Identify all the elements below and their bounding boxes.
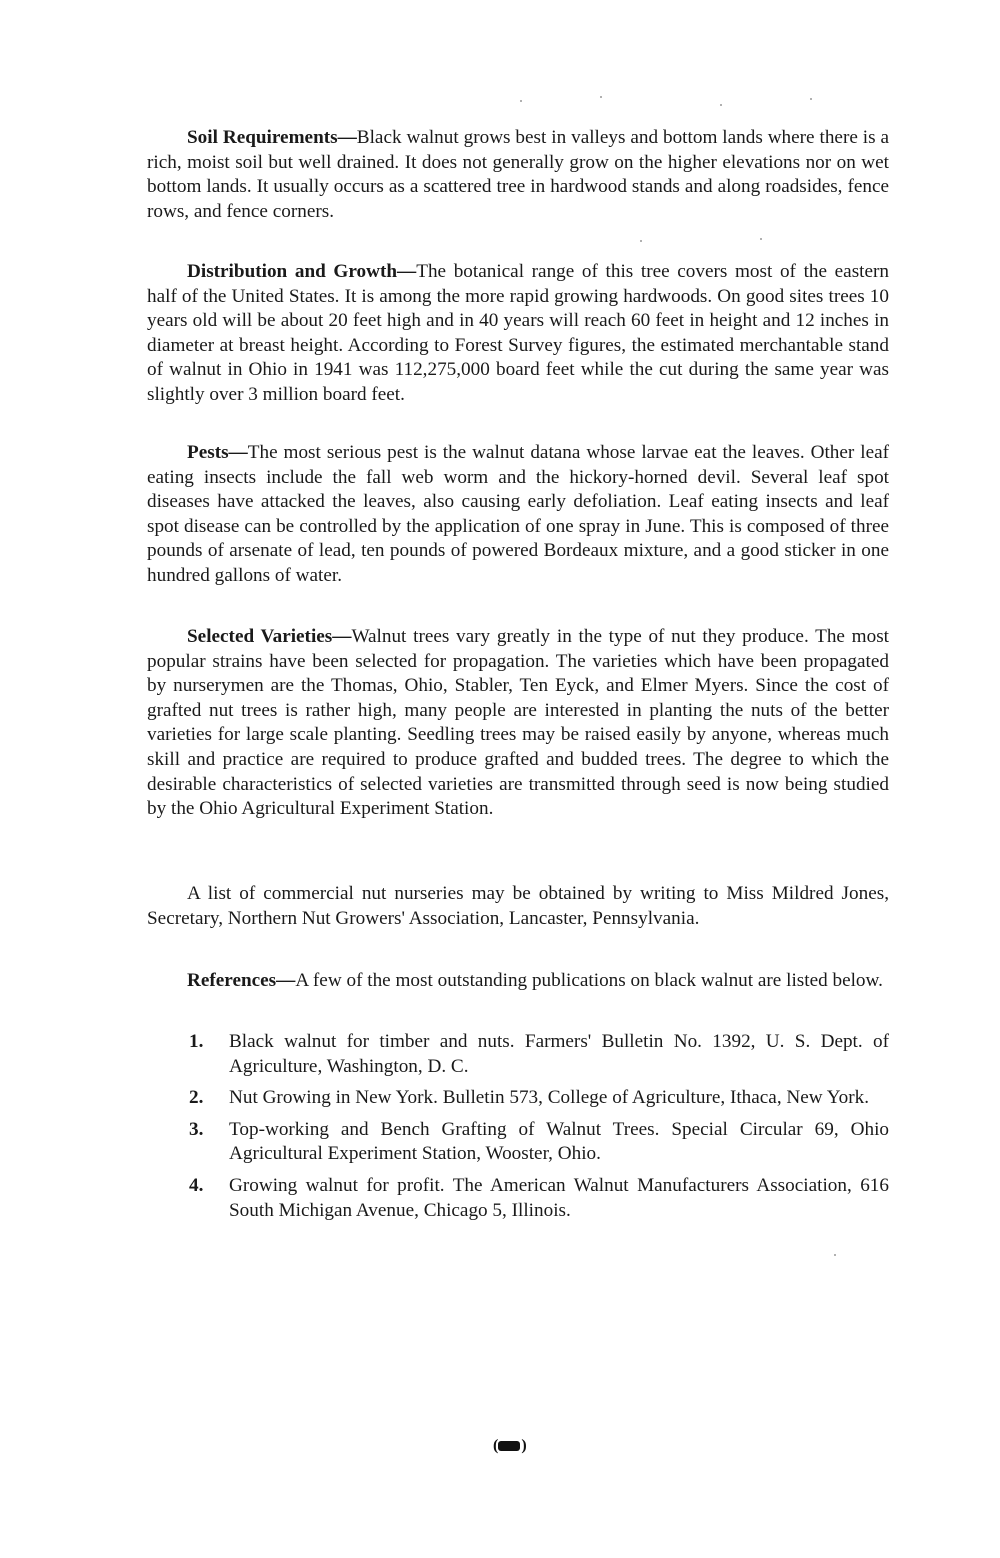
reference-item	[147, 1174, 889, 1223]
page-number	[493, 1437, 539, 1454]
references-list	[147, 1030, 889, 1230]
nurseries-paragraph	[147, 882, 889, 931]
section-body: A list of commercial nut nurseries may be obtained by writing to Miss Mildred Jones, Secretary, Northern Nut Growers' Association, Lancaster, Pennsylvania.	[147, 883, 889, 929]
section-body: Black walnut grows best in valleys and bottom lands where there is a rich, moist soil but well drained. It does not generally grow on the higher elevations nor on wet bottom lands. It usually occurs as a scattered tree in hardwood stands and along roadsides, fence rows, and fence corners.	[147, 127, 889, 222]
scan-speck	[720, 104, 722, 106]
scan-speck	[760, 238, 762, 240]
section-body: A few of the most outstanding publications on black walnut are listed below.	[295, 970, 883, 991]
reference-number: 4.	[189, 1174, 204, 1196]
section-body: Walnut trees vary greatly in the type of nut they produce. The most popular strains have been selected for propagation. The varieties which have been propagated by nurserymen are the Thomas, Ohio, Stabler, Ten Eyck, and Elmer Myers. Since the cost of grafted nut trees is rather high, many people are interested in planting the nuts of the better varieties for large scale planting. Seedling trees may be raised easily by anyone, whereas much skill and practice are required to produce grafted and budded trees. The degree to which the desirable characteristics of selected varieties are transmitted through seed is now being studied by the Ohio Agricultural Experiment Station.	[147, 626, 889, 820]
reference-text: Growing walnut for profit. The American Walnut Manufacturers Association, 616 South Michigan Avenue, Chicago 5, Illinois.	[229, 1174, 889, 1221]
reference-number: 2.	[189, 1087, 204, 1109]
section-heading: Pests—	[187, 442, 248, 463]
reference-item	[147, 1030, 889, 1079]
scan-speck	[600, 96, 602, 98]
section-heading: Selected Varieties—	[187, 626, 352, 647]
section-references	[147, 969, 883, 994]
page-number-close: )	[521, 1437, 526, 1454]
section-heading: Distribution and Growth—	[187, 261, 417, 282]
section-body: The most serious pest is the walnut datana whose larvae eat the leaves. Other leaf eating insects include the fall web worm and the hickory-horned devil. Several leaf spot diseases have attacked the leaves, also causing early defoliation. Leaf eating insects and leaf spot disease can be controlled by the application of one spray in June. This is composed of three pounds of arsenate of lead, ten pounds of powered Bordeaux mixture, and a good sticker in one hundred gallons of water.	[147, 442, 889, 586]
section-pests	[147, 441, 889, 589]
section-soil-requirements	[147, 126, 889, 224]
reference-number: 3.	[189, 1118, 204, 1140]
reference-text: Top-working and Bench Grafting of Walnut Trees. Special Circular 69, Ohio Agricultural Experiment Station, Wooster, Ohio.	[229, 1118, 889, 1165]
scan-speck	[640, 240, 642, 242]
smudged-page-number	[498, 1441, 520, 1451]
reference-text: Nut Growing in New York. Bulletin 573, College of Agriculture, Ithaca, New York.	[229, 1087, 870, 1109]
section-distribution-growth	[147, 260, 889, 408]
section-selected-varieties	[147, 625, 889, 822]
page-number-open: (	[493, 1437, 498, 1454]
scan-speck	[834, 1254, 836, 1256]
reference-text: Black walnut for timber and nuts. Farmers' Bulletin No. 1392, U. S. Dept. of Agriculture, Washington, D. C.	[229, 1031, 889, 1077]
scan-speck	[810, 98, 812, 100]
reference-item	[147, 1086, 889, 1111]
section-body: The botanical range of this tree covers most of the eastern half of the United States. It is among the more rapid growing hardwoods. On good sites trees 10 years old will be about 20 feet high and in 40 years will reach 60 feet in height and 12 inches in diameter at breast height. According to Forest Survey figures, the estimated merchantable stand of walnut in Ohio in 1941 was 112,275,000 board feet while the cut during the same year was slightly over 3 million board feet.	[147, 261, 889, 405]
section-heading: References—	[187, 970, 296, 991]
reference-number: 1.	[189, 1031, 204, 1052]
scan-speck	[520, 100, 522, 102]
section-heading: Soil Requirements—	[187, 127, 357, 148]
reference-item	[147, 1118, 889, 1167]
